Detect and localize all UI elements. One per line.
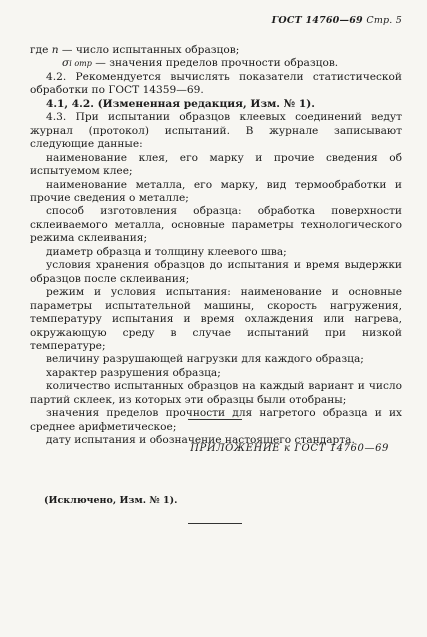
sigma-line: σi отр — значения пределов прочности образцов. [62, 57, 339, 70]
list-item: условия хранения образцов до испытания и время выдержки образцов после склеивания; [30, 259, 402, 285]
paragraph-4-2: 4.2. Рекомендуется вычислять показатели статистической обработки по ГОСТ 14359—69. [30, 70, 402, 97]
divider-top [188, 419, 242, 420]
list-item: способ изготовления образца: обработка поверхности склеиваемого металла, основные параметры технологического режима склеивания; [30, 205, 402, 245]
divider-bottom [188, 523, 242, 524]
page-number: Стр. 5 [366, 15, 402, 26]
paragraph-4-3: 4.3. При испытании образцов клеевых соединений ведут журнал (протокол) испытаний. В журнале записывают следующие данные: [30, 111, 402, 151]
symbol-n: n [51, 44, 59, 56]
list-item: количество испытанных образцов на каждый вариант и число партий склеек, из которых эти образцы были отобраны; [30, 380, 402, 406]
symbol-sigma: σ [62, 57, 70, 70]
appendix-title: ПРИЛОЖЕНИЕ к ГОСТ 14760—69 [190, 443, 389, 454]
list-item: дату испытания и обозначение настоящего стандарта. [46, 434, 355, 447]
standard-number: ГОСТ 14760—69 [271, 15, 363, 26]
list-item: диаметр образца и толщину клеевого шва; [46, 245, 287, 258]
where-line: где n — число испытанных образцов; [30, 44, 240, 56]
sigma-subscript: i отр [69, 59, 92, 69]
list-item: значения пределов прочности для нагретого образца и их среднее арифметическое; [30, 407, 402, 433]
list-item: наименование металла, его марку, вид термообработки и прочие сведения о металле; [30, 178, 402, 204]
list-item: величину разрушающей нагрузки для каждого образца; [46, 353, 364, 366]
excluded-note: (Исключено, Изм. № 1). [44, 495, 178, 506]
list-item: характер разрушения образца; [46, 366, 221, 379]
body-text [30, 44, 402, 448]
page-header [272, 15, 402, 26]
list-item: режим и условия испытания: наименование и основные параметры испытательной машины, скорость нагружения, температуру испытания и время охлаждения или нагрева, окружающую среду в случае испытаний при низкой температуре; [30, 286, 402, 352]
list-item: наименование клея, его марку и прочие сведения об испытуемом клее; [30, 151, 402, 178]
edit-note: 4.1, 4.2. (Измененная редакция, Изм. № 1). [46, 97, 315, 110]
